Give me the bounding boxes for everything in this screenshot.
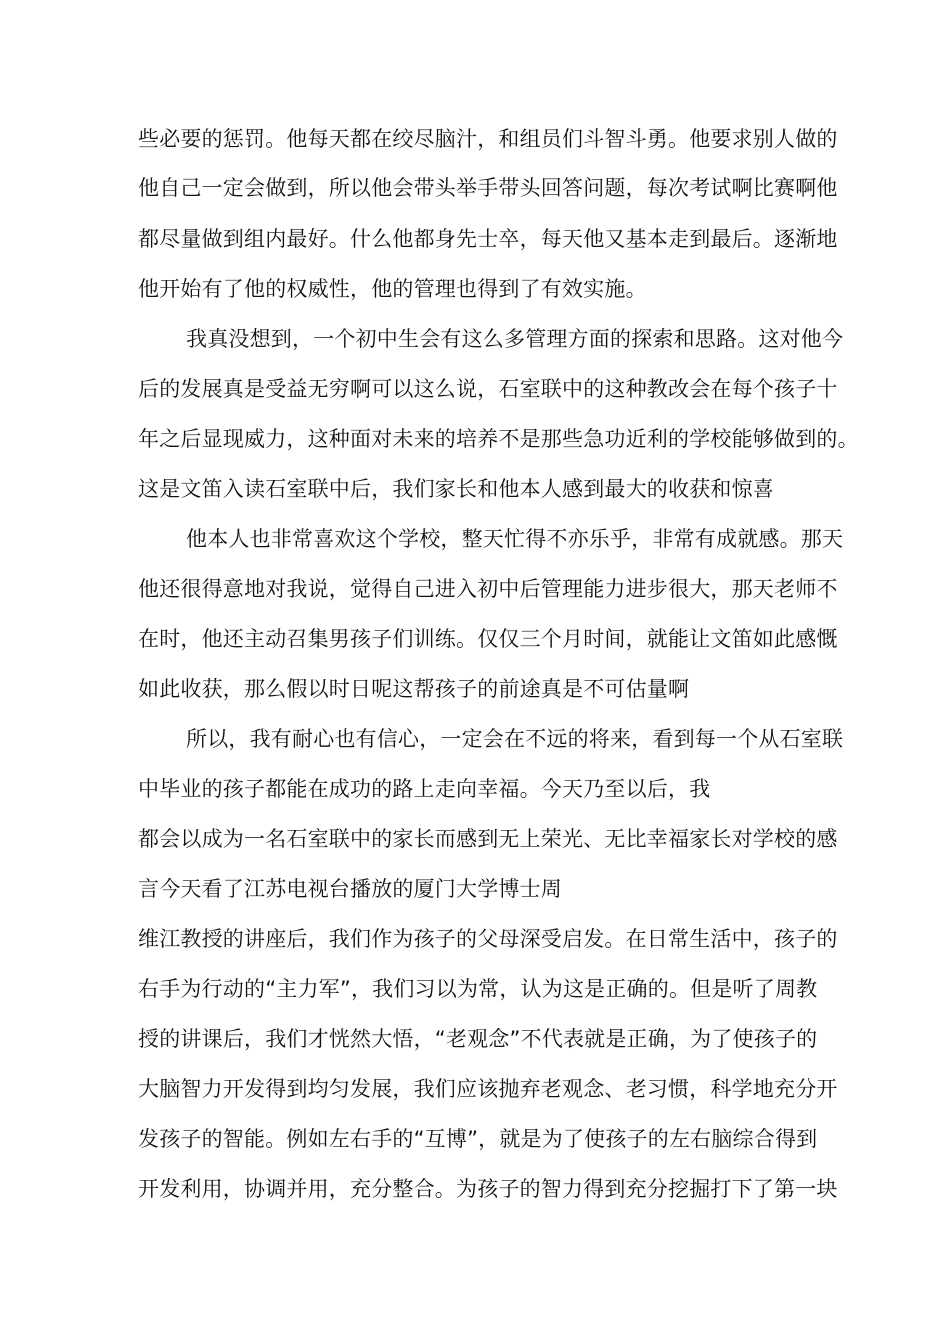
text-line-18: 右手为行动的“主力军”，我们习以为常，认为这是正确的。但是听了周教 [138,977,818,1001]
text-line-6: 后的发展真是受益无穷啊可以这么说，石室联中的这种教改会在每个孩子十 [138,377,838,401]
text-line-22: 开发利用，协调并用，充分整合。为孩子的智力得到充分挖掘打下了第一块 [138,1177,838,1201]
text-line-7: 年之后显现威力，这种面对未来的培养不是那些急功近利的学校能够做到的。 [138,427,859,451]
text-line-11: 在时，他还主动召集男孩子们训练。仅仅三个月时间，就能让文笛如此感慨 [138,627,838,651]
text-line-19: 授的讲课后，我们才恍然大悟，“老观念”不代表就是正确，为了使孩子的 [138,1027,818,1051]
paragraph-start-line: 所以，我有耐心也有信心，一定会在不远的将来，看到每一个从石室联 [186,727,844,751]
text-line-14: 中毕业的孩子都能在成功的路上走向幸福。今天乃至以后，我 [138,777,711,801]
text-line-10: 他还很得意地对我说，觉得自己进入初中后管理能力进步很大，那天老师不 [138,577,838,601]
text-line-17: 维江教授的讲座后，我们作为孩子的父母深受启发。在日常生活中，孩子的 [138,927,838,951]
text-line-21: 发孩子的智能。例如左右手的“互博”，就是为了使孩子的左右脑综合得到 [138,1127,818,1151]
text-line-12: 如此收获，那么假以时日呢这帮孩子的前途真是不可估量啊 [138,677,690,701]
paragraph-start-line: 我真没想到，一个初中生会有这么多管理方面的探索和思路。这对他今 [186,327,844,351]
text-line-3: 都尽量做到组内最好。什么他都身先士卒，每天他又基本走到最后。逐渐地 [138,227,838,251]
text-line-2: 他自己一定会做到，所以他会带头举手带头回答问题，每次考试啊比赛啊他 [138,176,838,200]
text-line-15: 都会以成为一名石室联中的家长而感到无上荣光、无比幸福家长对学校的感 [138,827,838,851]
paragraph-start-line: 他本人也非常喜欢这个学校，整天忙得不亦乐乎，非常有成就感。那天 [186,527,844,551]
text-line-1: 些必要的惩罚。他每天都在绞尽脑汁，和组员们斗智斗勇。他要求别人做的 [138,127,838,151]
text-line-4: 他开始有了他的权威性，他的管理也得到了有效实施。 [138,277,647,301]
text-line-20: 大脑智力开发得到均匀发展，我们应该抛弃老观念、老习惯，科学地充分开 [138,1077,838,1101]
text-line-16: 言今天看了江苏电视台播放的厦门大学博士周 [138,877,562,901]
text-line-8: 这是文笛入读石室联中后，我们家长和他本人感到最大的收获和惊喜 [138,477,774,501]
